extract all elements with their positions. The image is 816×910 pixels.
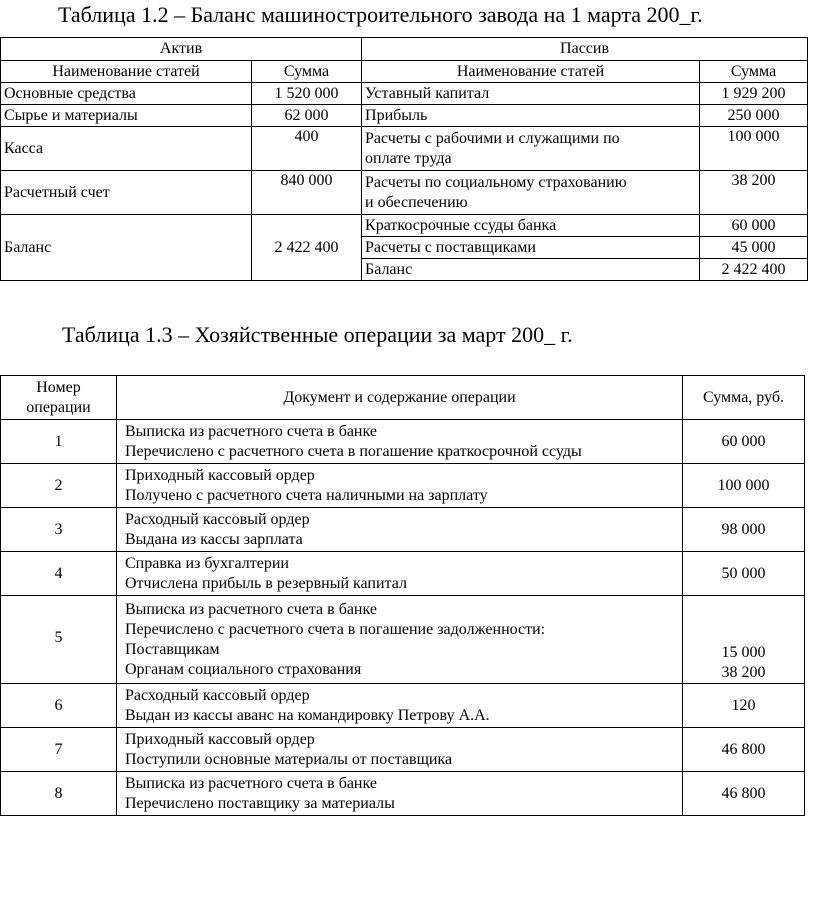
- op-number: 2: [1, 464, 117, 508]
- col-header-name: Наименование статей: [1, 61, 252, 83]
- table-row: [1, 215, 808, 237]
- op-line: Выписка из расчетного счета в банке: [125, 600, 377, 618]
- liability-sum: 100 000: [700, 127, 808, 171]
- op-number: 1: [1, 420, 117, 464]
- col-header-number: [1, 376, 117, 420]
- table-row: [1, 684, 805, 728]
- op-line: Расходный кассовый ордер: [125, 510, 310, 528]
- asset-sum: 1 520 000: [252, 83, 362, 105]
- liability-name-line: Расчеты с рабочими и служащими по: [365, 129, 620, 147]
- op-line: Перечислено с расчетного счета в погашение краткосрочной ссуды: [125, 442, 582, 460]
- op-line: Выдана из кассы зарплата: [125, 530, 303, 548]
- liability-sum: 45 000: [700, 237, 808, 259]
- col-header-number-line: Номер: [36, 378, 81, 396]
- op-sum: 60 000: [683, 420, 805, 464]
- liability-name: [362, 171, 700, 215]
- op-sum: 100 000: [683, 464, 805, 508]
- op-number: 6: [1, 684, 117, 728]
- liability-sum: 2 422 400: [700, 259, 808, 281]
- asset-sum: 840 000: [252, 171, 362, 215]
- op-description: [117, 596, 683, 684]
- op-sum: [683, 596, 805, 684]
- asset-name: Расчетный счет: [1, 171, 252, 215]
- liability-sum: 38 200: [700, 171, 808, 215]
- liability-name-line: и обеспечению: [365, 193, 468, 211]
- asset-name: Сырье и материалы: [1, 105, 252, 127]
- table-row: [1, 464, 805, 508]
- op-line: Поступили основные материалы от поставщика: [125, 750, 453, 768]
- table-row: [1, 772, 805, 816]
- liability-name: Краткосрочные ссуды банка: [362, 215, 700, 237]
- op-line: Справка из бухгалтерии: [125, 554, 289, 572]
- liability-sum: 60 000: [700, 215, 808, 237]
- op-description: [117, 684, 683, 728]
- table-row: [1, 171, 808, 215]
- op-description: [117, 420, 683, 464]
- op-line: Поставщикам: [125, 640, 220, 658]
- liability-name-line: Расчеты по социальному страхованию: [365, 173, 627, 191]
- op-sum: 98 000: [683, 508, 805, 552]
- asset-sum: 2 422 400: [252, 215, 362, 281]
- op-sum-line: 38 200: [721, 664, 766, 681]
- col-header-name: Наименование статей: [362, 61, 700, 83]
- op-line: Перечислено с расчетного счета в погашение задолженности:: [125, 620, 546, 638]
- header-active: Актив: [1, 38, 362, 61]
- op-number: 3: [1, 508, 117, 552]
- liability-sum: 1 929 200: [700, 83, 808, 105]
- table-row: [1, 83, 808, 105]
- op-sum: 46 800: [683, 728, 805, 772]
- table-row: [1, 105, 808, 127]
- op-number: 8: [1, 772, 117, 816]
- op-description: [117, 464, 683, 508]
- asset-sum: 62 000: [252, 105, 362, 127]
- table-row: [1, 552, 805, 596]
- liability-name: Баланс: [362, 259, 700, 281]
- asset-name: Основные средства: [1, 83, 252, 105]
- op-line: Расходный кассовый ордер: [125, 686, 310, 704]
- asset-name: Баланс: [1, 215, 252, 281]
- liability-name: Уставный капитал: [362, 83, 700, 105]
- liability-name: [362, 127, 700, 171]
- op-description: [117, 728, 683, 772]
- op-sum: 50 000: [683, 552, 805, 596]
- liability-name: Прибыль: [362, 105, 700, 127]
- op-line: Получено с расчетного счета наличными на зарплату: [125, 486, 488, 504]
- table-row: [1, 127, 808, 171]
- asset-name: Касса: [1, 127, 252, 171]
- op-sum: 120: [683, 684, 805, 728]
- liability-name-line: оплате труда: [365, 149, 452, 167]
- op-line: Выписка из расчетного счета в банке: [125, 422, 377, 440]
- op-number: 4: [1, 552, 117, 596]
- op-line: Приходный кассовый ордер: [125, 730, 315, 748]
- col-header-document: Документ и содержание операции: [117, 376, 683, 420]
- op-description: [117, 508, 683, 552]
- col-header-number-line: операции: [26, 398, 91, 416]
- table-row: [1, 728, 805, 772]
- liability-name: Расчеты с поставщиками: [362, 237, 700, 259]
- op-line: Приходный кассовый ордер: [125, 466, 315, 484]
- op-sum: 46 800: [683, 772, 805, 816]
- header-passive: Пассив: [362, 38, 808, 61]
- table-1-title: Таблица 1.2 – Баланс машиностроительного завода на 1 марта 200_г.: [58, 2, 703, 27]
- col-header-sum: Сумма, руб.: [683, 376, 805, 420]
- table-row: [1, 596, 805, 684]
- table-2-title: Таблица 1.3 – Хозяйственные операции за март 200_ г.: [62, 322, 573, 347]
- op-line: Органам социального страхования: [125, 660, 362, 678]
- col-header-sum: Сумма: [700, 61, 808, 83]
- op-number: 7: [1, 728, 117, 772]
- table-row: [1, 508, 805, 552]
- op-description: [117, 552, 683, 596]
- operations-table: [0, 375, 805, 816]
- op-line: Выписка из расчетного счета в банке: [125, 774, 377, 792]
- liability-sum: 250 000: [700, 105, 808, 127]
- asset-sum: 400: [252, 127, 362, 171]
- op-description: [117, 772, 683, 816]
- op-sum-line: 15 000: [721, 644, 766, 661]
- col-header-sum: Сумма: [252, 61, 362, 83]
- op-number: 5: [1, 596, 117, 684]
- op-line: Отчислена прибыль в резервный капитал: [125, 574, 407, 592]
- balance-table: [0, 37, 808, 281]
- table-row: [1, 420, 805, 464]
- op-line: Выдан из кассы аванс на командировку Петрову А.А.: [125, 706, 490, 724]
- op-line: Перечислено поставщику за материалы: [125, 794, 395, 812]
